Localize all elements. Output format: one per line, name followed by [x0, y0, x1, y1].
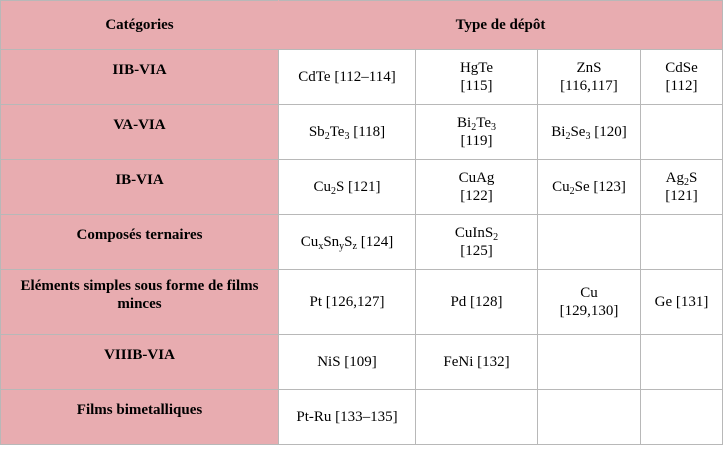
- deposit-value: NiS [109]: [317, 354, 377, 370]
- category-cell: [1, 215, 279, 270]
- deposit-value: CuInS$_2$ [125]: [454, 225, 499, 259]
- deposit-cell: [641, 50, 723, 105]
- deposit-cell: [416, 160, 538, 215]
- deposit-cell: [279, 270, 416, 335]
- deposit-cell: [538, 160, 641, 215]
- empty-cell: [641, 390, 723, 445]
- category-label: Films bimetalliques: [76, 402, 203, 418]
- table-row: [1, 335, 723, 390]
- table-row: [1, 390, 723, 445]
- deposit-value: $Sb_2Te_3$ [118]: [308, 124, 386, 142]
- category-cell: [1, 50, 279, 105]
- header-deposit-type: Type de dépôt: [279, 1, 723, 50]
- deposit-value: $Ag_2S$ [121]: [665, 170, 698, 204]
- deposit-value: $Cu_2S$ [121]: [313, 179, 381, 197]
- deposit-cell: [416, 105, 538, 160]
- category-label: Eléments simples sous forme de films minces: [20, 278, 259, 312]
- deposit-value: ZnS [116,117]: [560, 60, 618, 94]
- deposit-value: $Bi_2Se_3$ [120]: [551, 124, 627, 142]
- deposit-cell: [279, 215, 416, 270]
- deposit-cell: [538, 105, 641, 160]
- deposit-value: Pt [126,127]: [309, 294, 385, 310]
- empty-cell: [416, 390, 538, 445]
- deposit-value: $Cu_xSn_yS_z$ [124]: [300, 234, 394, 252]
- deposit-cell: [279, 160, 416, 215]
- table-row: [1, 105, 723, 160]
- empty-cell: [538, 390, 641, 445]
- empty-cell: [538, 215, 641, 270]
- deposit-cell: [641, 160, 723, 215]
- table-row: [1, 50, 723, 105]
- deposit-cell: [538, 270, 641, 335]
- empty-cell: [641, 215, 723, 270]
- category-label: VIIIB-VIA: [104, 347, 175, 363]
- deposit-cell: [279, 335, 416, 390]
- deposit-value: CuAg [122]: [458, 170, 495, 204]
- table-row: [1, 160, 723, 215]
- deposit-value: CdTe [112–114]: [298, 69, 396, 85]
- category-cell: [1, 270, 279, 335]
- deposit-cell: [416, 270, 538, 335]
- deposit-value: $Cu_2Se$ [123]: [552, 179, 626, 197]
- deposit-value: CdSe [112]: [665, 60, 698, 94]
- deposit-cell: [279, 50, 416, 105]
- deposit-cell: [538, 50, 641, 105]
- deposit-value: FeNi [132]: [443, 354, 510, 370]
- table-header-row: [1, 1, 723, 50]
- category-label: IB-VIA: [115, 172, 164, 188]
- empty-cell: [538, 335, 641, 390]
- deposit-cell: [416, 50, 538, 105]
- table-body: [1, 50, 723, 445]
- deposit-value: Pd [128]: [450, 294, 503, 310]
- category-label: VA-VIA: [113, 117, 166, 133]
- deposit-cell: [641, 270, 723, 335]
- empty-cell: [641, 105, 723, 160]
- deposit-value: Ge [131]: [654, 294, 709, 310]
- deposit-cell: [416, 215, 538, 270]
- deposit-value: $Bi_2Te_3$ [119]: [457, 115, 496, 149]
- category-label: Composés ternaires: [76, 227, 203, 243]
- deposit-value: Cu [129,130]: [559, 285, 619, 319]
- category-cell: [1, 335, 279, 390]
- table-row: [1, 215, 723, 270]
- empty-cell: [641, 335, 723, 390]
- deposit-value: HgTe [115]: [459, 60, 494, 94]
- category-cell: [1, 105, 279, 160]
- deposit-cell: [279, 390, 416, 445]
- category-cell: [1, 160, 279, 215]
- category-label: IIB-VIA: [112, 62, 167, 78]
- category-cell: [1, 390, 279, 445]
- deposit-cell: [416, 335, 538, 390]
- deposit-cell: [279, 105, 416, 160]
- header-categories: Catégories: [1, 1, 279, 50]
- table-row: [1, 270, 723, 335]
- deposit-value: Pt-Ru [133–135]: [296, 409, 398, 425]
